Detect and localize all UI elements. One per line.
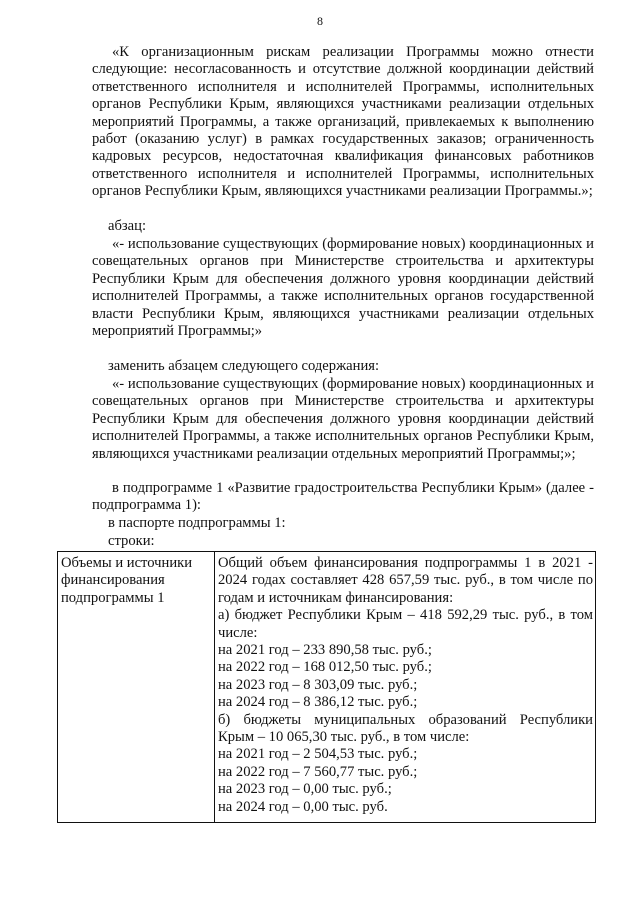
budget-a-year: на 2023 год – 8 303,09 тыс. руб.; — [218, 676, 418, 693]
budget-a-year: на 2024 год – 8 386,12 тыс. руб.; — [218, 694, 418, 711]
financing-intro: Общий объем финансирования подпрограммы 1 в 2021 - 2024 годах составляет 428 657,59 тыс. руб., в том числе по годам и источникам финансирования: — [218, 555, 593, 606]
paragraph-subprogram: в подпрограмме 1 «Развитие градостроительства Республики Крым» (далее - подпрограмма 1): — [92, 480, 594, 514]
budget-b-year: на 2024 год – 0,00 тыс. руб. — [218, 798, 388, 815]
table-cell-content — [215, 552, 596, 823]
paragraph-old: «- использование существующих (формирование новых) координационных и совещательных органов при Министерстве строительства и архитектуры Республики Крым для обеспечения должного уровня координации действий исполнителей Программы, а также исполнительных органов государственной власти Республики Крым, являющихся участниками реализации отдельных мероприятий Программы;» — [92, 236, 594, 340]
budget-a-year: на 2022 год – 168 012,50 тыс. руб.; — [218, 659, 432, 676]
table-cell-label: Объемы и источники финансирования подпрограммы 1 — [58, 552, 215, 823]
financing-table — [57, 551, 596, 823]
label-passport: в паспорте подпрограммы 1: — [108, 515, 286, 531]
budget-b-year: на 2023 год – 0,00 тыс. руб.; — [218, 781, 392, 798]
budget-b-year: на 2021 год – 2 504,53 тыс. руб.; — [218, 746, 418, 763]
paragraph-new: «- использование существующих (формирование новых) координационных и совещательных органов при Министерстве строительства и архитектуры Республики Крым для обеспечения должного уровня координации действий исполнителей Программы, а также исполнительных органов Республики Крым, являющихся участниками реализации отдельных мероприятий Программы;»; — [92, 376, 594, 462]
budget-a-year: на 2021 год – 233 890,58 тыс. руб.; — [218, 642, 432, 659]
label-rows: строки: — [108, 533, 155, 549]
budget-a-header: а) бюджет Республики Крым – 418 592,29 тыс. руб., в том числе: — [218, 607, 593, 641]
label-replace: заменить абзацем следующего содержания: — [108, 358, 380, 374]
table-row — [58, 552, 596, 823]
page-number: 8 — [317, 14, 323, 28]
budget-b-header: б) бюджеты муниципальных образований Республики Крым – 10 065,30 тыс. руб., в том числе: — [218, 711, 593, 746]
paragraph-risks: «К организационным рискам реализации Программы можно отнести следующие: несогласованность и отсутствие должной координации действий ответственного исполнителя и исполнителей Программы, исполнительных органов Республики Крым, являющихся участниками реализации отдельных мероприятий Программы, а также организаций, привлекаемых к выполнению работ (оказанию услуг) в рамках государственных заказов; ограниченность кадровых ресурсов, недостаточная квалификация финансовых работников ответственного исполнителя и исполнителей Программы, исполнительных органов Республики Крым, являющихся участниками реализации Программы.»; — [92, 44, 594, 200]
budget-b-year: на 2022 год – 7 560,77 тыс. руб.; — [218, 763, 418, 780]
label-abzac: абзац: — [108, 218, 147, 234]
